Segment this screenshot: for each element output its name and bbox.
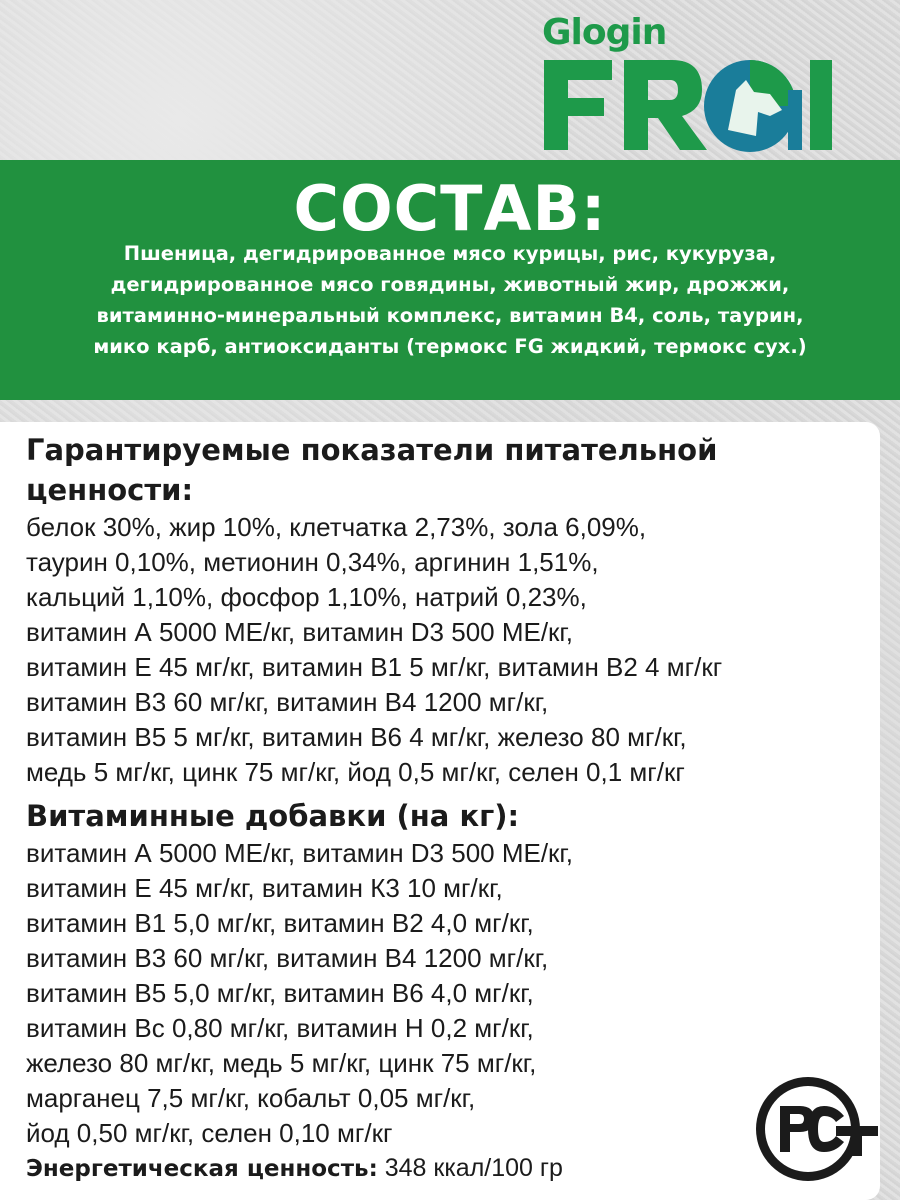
vitamins-line: витамин Вс 0,80 мг/кг, витамин Н 0,2 мг/кг, (26, 1013, 534, 1043)
vitamins-title: Витаминные добавки (на кг): (26, 799, 520, 833)
vitamins-line: марганец 7,5 мг/кг, кобальт 0,05 мг/кг, (26, 1083, 476, 1113)
composition-line: Пшеница, дегидрированное мясо курицы, рис, кукуруза, (123, 242, 777, 265)
vitamins-line: йод 0,50 мг/кг, селен 0,10 мг/кг (26, 1118, 393, 1148)
nutrition-line: витамин В5 5 мг/кг, витамин В6 4 мг/кг, железо 80 мг/кг, (26, 722, 687, 752)
info-panel (0, 422, 880, 1200)
nutrition-line: витамин Е 45 мг/кг, витамин В1 5 мг/кг, витамин В2 4 мг/кг (26, 652, 723, 682)
nutrition-title-line: Гарантируемые показатели питательной (26, 433, 718, 467)
composition-line: витаминно-минеральный комплекс, витамин В4, соль, таурин, (96, 304, 804, 327)
vitamins-line: витамин В5 5,0 мг/кг, витамин В6 4,0 мг/кг, (26, 978, 534, 1008)
rst-certification-icon (750, 1072, 880, 1187)
nutrition-line: кальций 1,10%, фосфор 1,10%, натрий 0,23%, (26, 582, 587, 612)
vitamins-line: витамин В3 60 мг/кг, витамин В4 1200 мг/кг, (26, 943, 549, 973)
composition-line: дегидрированное мясо говядины, животный жир, дрожжи, (110, 273, 790, 296)
energy-label: Энергетическая ценность: (26, 1156, 378, 1182)
nutrition-line: таурин 0,10%, метионин 0,34%, аргинин 1,51%, (26, 547, 599, 577)
nutrition-title-line: ценности: (26, 473, 194, 507)
vitamins-line: витамин В1 5,0 мг/кг, витамин В2 4,0 мг/кг, (26, 908, 534, 938)
vitamins-line: витамин А 5000 МЕ/кг, витамин D3 500 МЕ/кг, (26, 838, 573, 868)
composition-text (30, 238, 870, 362)
composition-line: мико карб, антиоксиданты (термокс FG жидкий, термокс сух.) (93, 335, 807, 358)
nutrition-line: витамин А 5000 МЕ/кг, витамин D3 500 МЕ/кг, (26, 617, 573, 647)
vitamins-line: железо 80 мг/кг, медь 5 мг/кг, цинк 75 мг/кг, (26, 1048, 537, 1078)
nutrition-line: белок 30%, жир 10%, клетчатка 2,73%, зола 6,09%, (26, 512, 647, 542)
nutrition-line: медь 5 мг/кг, цинк 75 мг/кг, йод 0,5 мг/кг, селен 0,1 мг/кг (26, 757, 685, 787)
energy-value-row (26, 1151, 876, 1186)
brand-logo (542, 10, 872, 160)
composition-title: СОСТАВ: (293, 172, 607, 245)
nutrition-line: витамин В3 60 мг/кг, витамин В4 1200 мг/кг, (26, 687, 549, 717)
brand-wordmark-icon (532, 50, 872, 160)
info-content (26, 430, 876, 1186)
composition-band (0, 160, 900, 400)
brand-subtitle: Glogin (542, 12, 667, 53)
vitamins-line: витамин Е 45 мг/кг, витамин К3 10 мг/кг, (26, 873, 503, 903)
energy-value: 348 ккал/100 гр (384, 1154, 563, 1182)
